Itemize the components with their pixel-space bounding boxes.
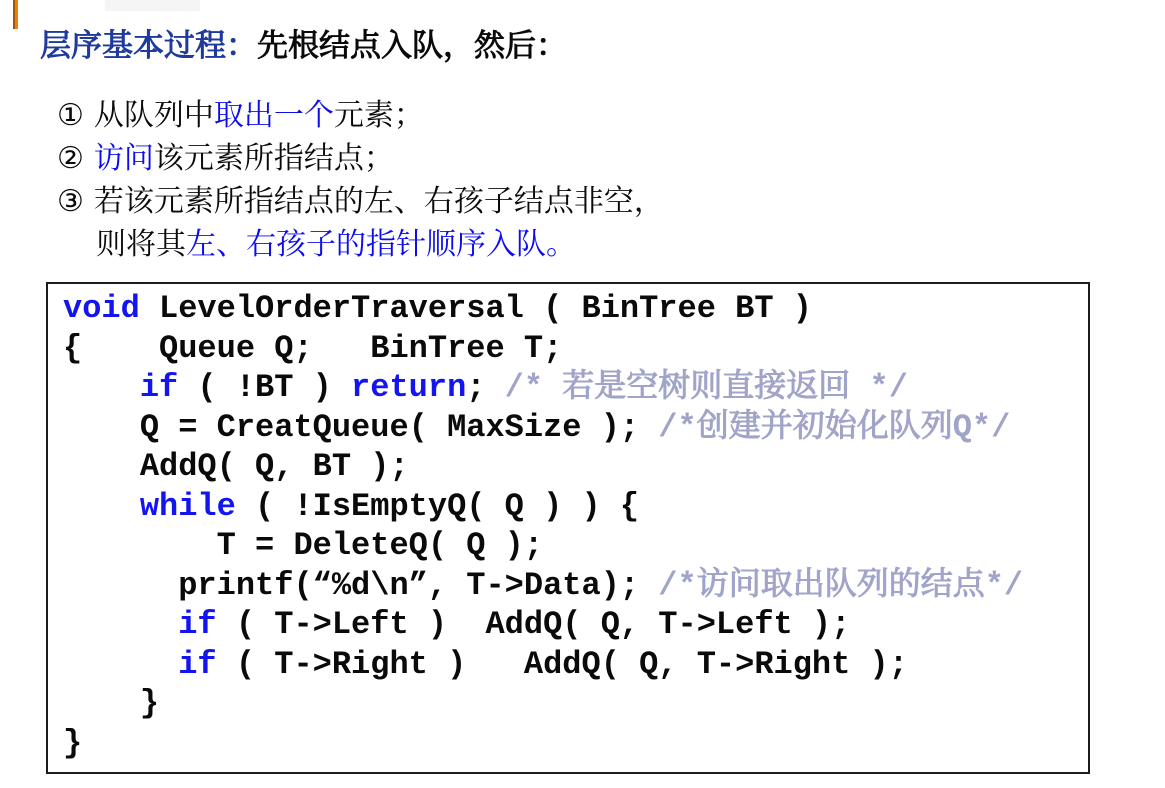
step-line: [57, 94, 664, 137]
code-keyword: if: [178, 606, 217, 643]
code-text: printf(“%d\n”, T->Data);: [63, 566, 659, 604]
code-line: [63, 645, 1088, 685]
step-text-segment: 若该元素所指结点的左、右孩子结点非空，: [93, 185, 664, 218]
code-text: [63, 369, 140, 406]
code-text: [63, 646, 178, 683]
code-line: [63, 605, 1088, 645]
step-text-segment: 该元素所指结点；: [153, 142, 394, 175]
step-line: [57, 180, 664, 223]
code-text: }: [63, 685, 160, 722]
code-text: Q = CreatQueue( MaxSize );: [63, 408, 659, 446]
code-text: T = DeleteQ( Q );: [63, 527, 544, 564]
code-line: [63, 724, 1088, 764]
slide-accent-bar: [13, 0, 18, 29]
code-line: [63, 487, 1088, 527]
step-text-segment: 左、右孩子的指针顺序入队。: [186, 228, 576, 261]
code-text: ;: [466, 369, 505, 406]
step-text-segment: 元素；: [333, 99, 424, 132]
code-line: [63, 329, 1088, 369]
code-text: AddQ( Q, BT );: [63, 448, 409, 485]
top-artifact-smudge: [105, 0, 200, 11]
title-text: 先根结点入队，然后：: [257, 28, 567, 63]
code-comment: /*访问取出队列的结点*/: [658, 566, 1024, 604]
code-comment: /*创建并初始化队列Q*/: [658, 408, 1011, 446]
code-line: [63, 684, 1088, 724]
code-line: [63, 526, 1088, 566]
step-line: [57, 137, 664, 180]
code-line: [63, 447, 1088, 487]
code-keyword: while: [139, 487, 236, 525]
step-text-segment: 取出一个: [213, 99, 334, 132]
step-line: [57, 223, 664, 266]
code-line: [63, 368, 1088, 408]
code-line: [63, 408, 1088, 448]
step-text-segment: 则将其: [96, 228, 186, 261]
code-keyword: if: [178, 645, 217, 683]
title-highlight: 层序基本过程：: [40, 28, 257, 63]
code-text: { Queue Q; BinTree T;: [63, 329, 563, 367]
code-text: }: [63, 724, 83, 762]
step-text-segment: 访问: [93, 142, 154, 175]
code-line: [63, 289, 1088, 329]
code-text: ( !IsEmptyQ( Q ) ) {: [235, 487, 640, 525]
code-block: [46, 282, 1090, 774]
code-text: ( T->Left ) AddQ( Q, T->Left );: [216, 606, 851, 643]
step-marker: ①: [57, 99, 84, 132]
code-keyword: return: [351, 369, 467, 406]
code-line: [63, 566, 1088, 606]
code-text: [63, 606, 178, 643]
code-keyword: if: [139, 369, 179, 406]
code-text: ( T->Right ) AddQ( Q, T->Right );: [216, 645, 908, 683]
code-text: [63, 488, 140, 525]
code-text: ( !BT ): [178, 369, 352, 406]
algorithm-steps-list: [57, 94, 664, 266]
slide-title: [40, 26, 567, 66]
code-text: LevelOrderTraversal ( BinTree BT ): [139, 290, 812, 327]
step-text-segment: 从队列中: [93, 99, 214, 132]
step-marker: ②: [57, 142, 84, 175]
code-keyword: void: [63, 290, 140, 327]
code-comment: /* 若是空树则直接返回 */: [504, 369, 908, 406]
step-marker: ③: [57, 185, 84, 218]
